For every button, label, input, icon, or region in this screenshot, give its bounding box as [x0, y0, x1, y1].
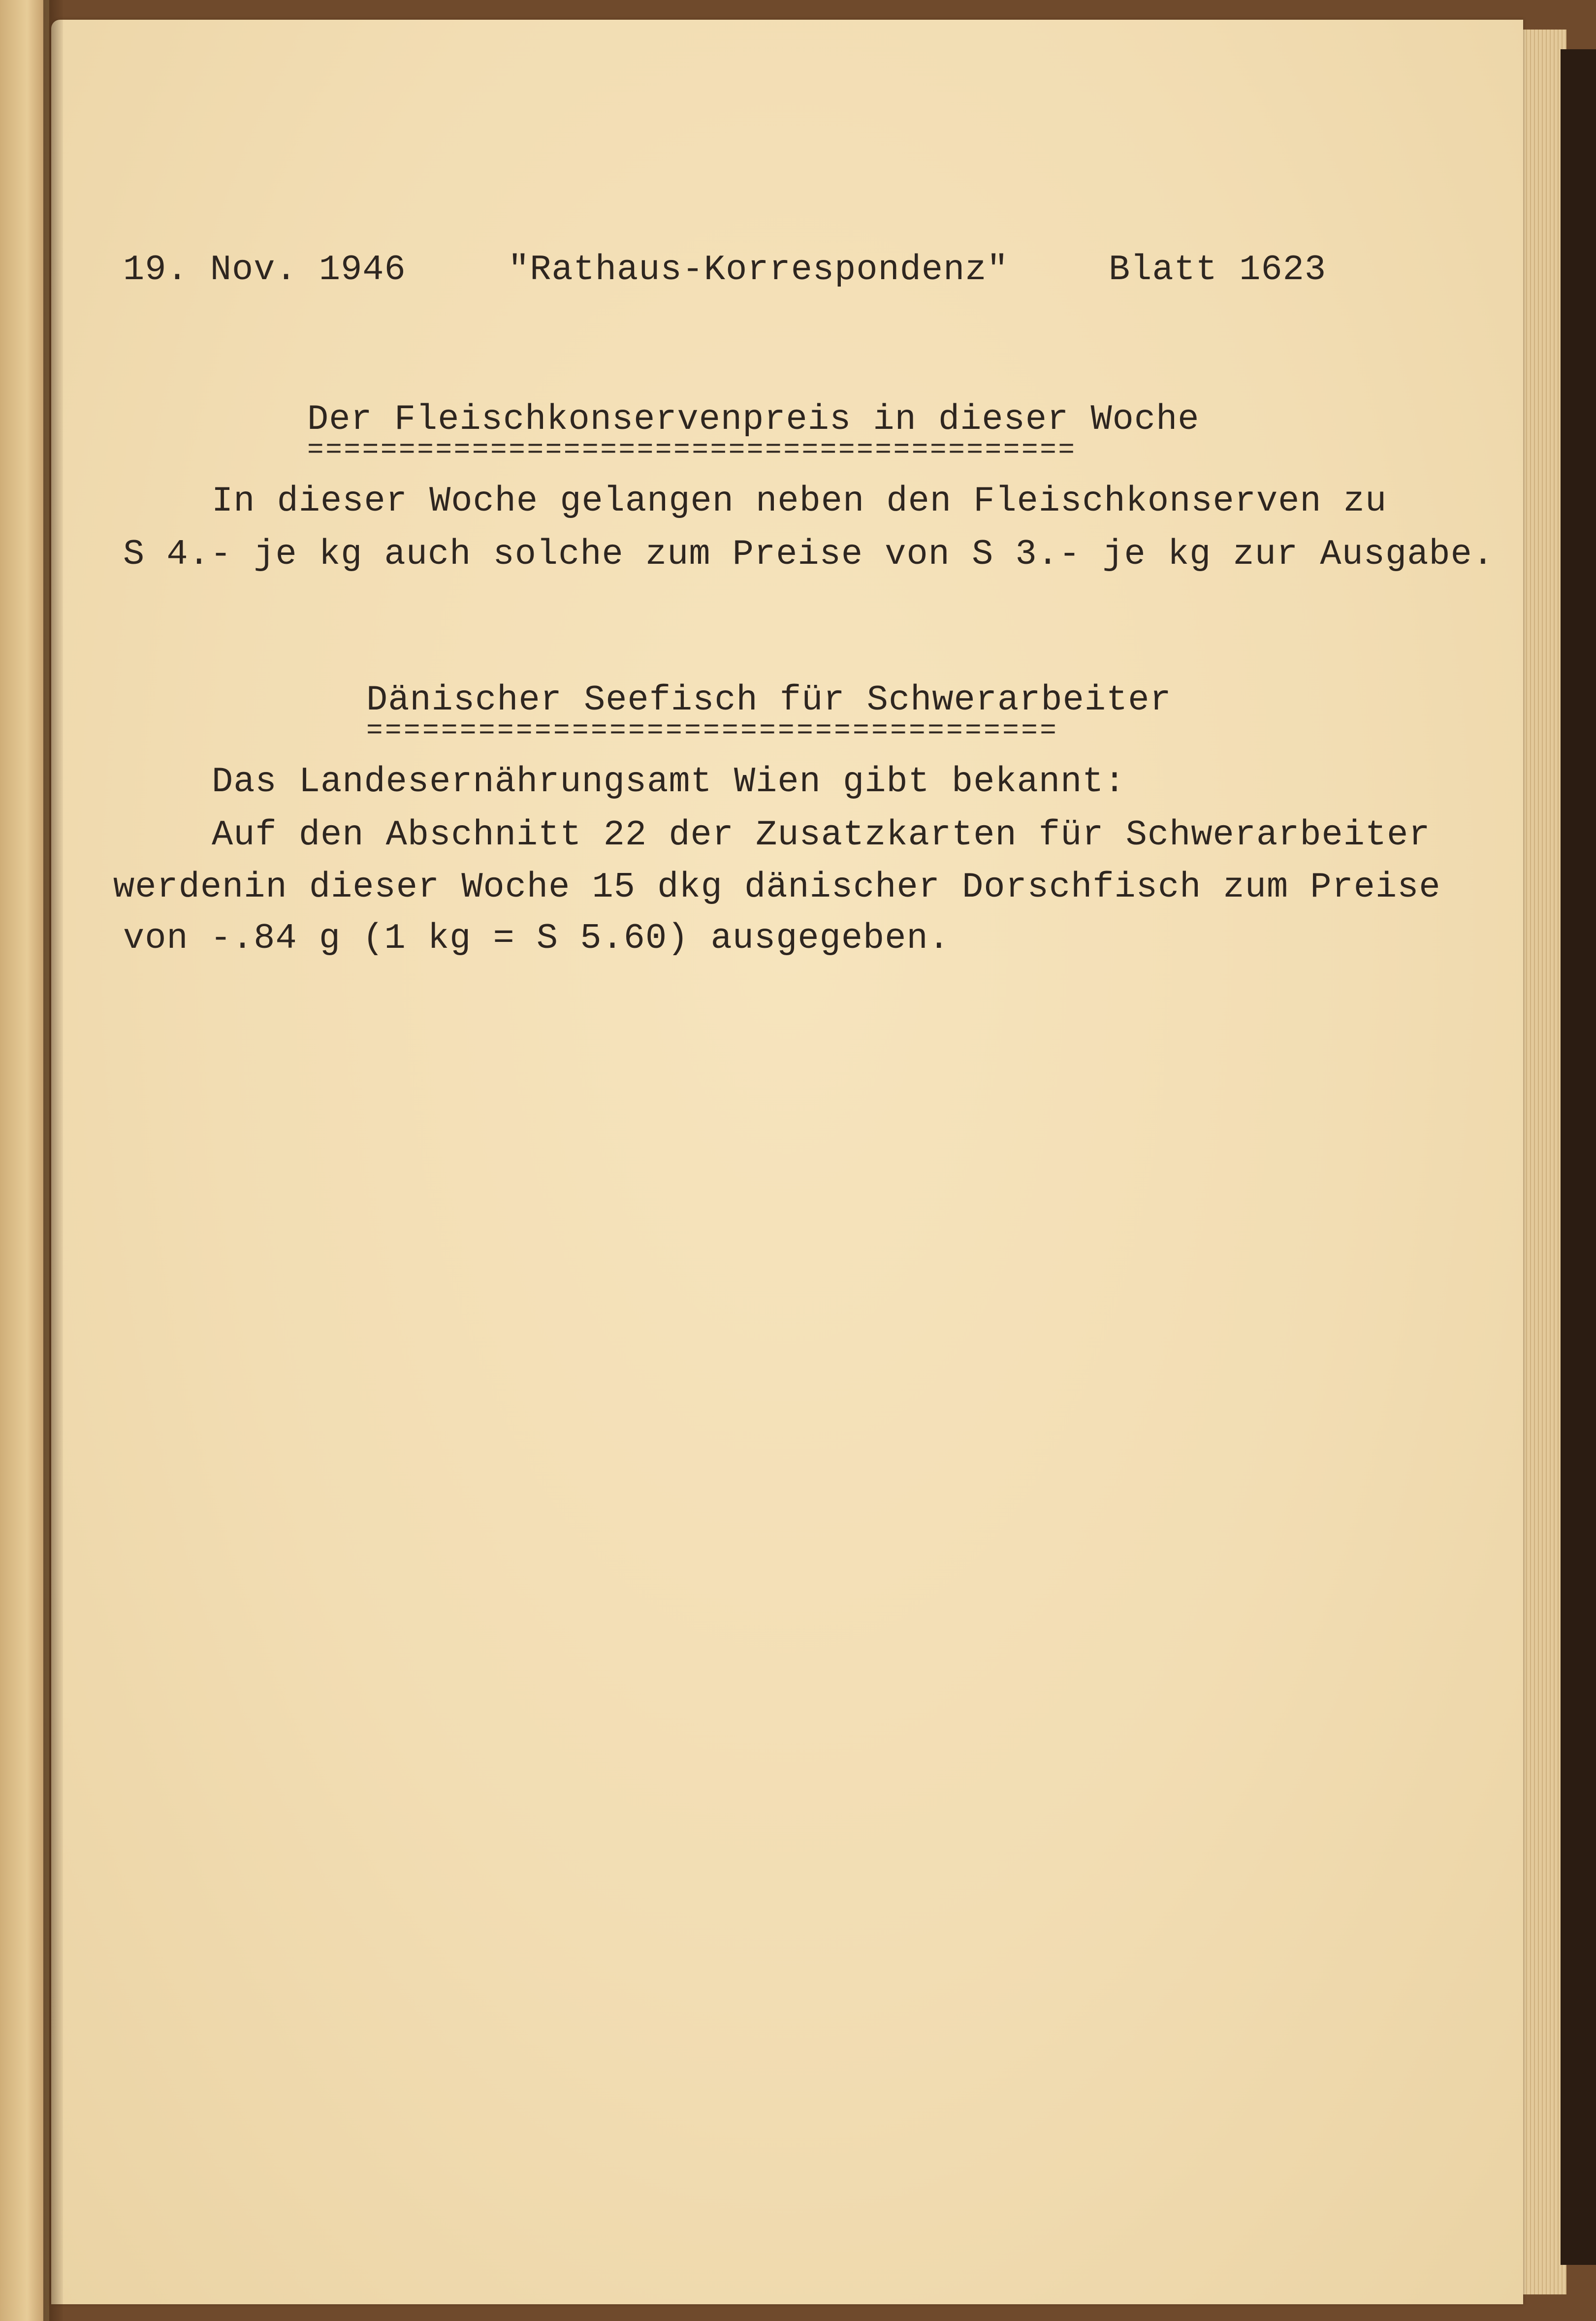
article-2-title: Dänischer Seefisch für Schwerarbeiter [366, 680, 1172, 720]
article-1-line-2: S 4.- je kg auch solche zum Preise von S 3.- je kg zur Ausgabe. [123, 534, 1495, 575]
binding-gutter-shadow [43, 0, 63, 2321]
article-1-title-underline: ========================================== [307, 434, 1077, 466]
document-page [51, 20, 1523, 2304]
header-publication: "Rathaus-Korrespondenz" [508, 250, 1009, 290]
header-sheet-number: Blatt 1623 [1109, 250, 1327, 290]
article-2-title-underline: ===================================== [366, 715, 1059, 746]
previous-page-edge [0, 0, 49, 2321]
article-1-title: Der Fleischkonservenpreis in dieser Woche [307, 399, 1200, 440]
header-date: 19. Nov. 1946 [123, 250, 406, 290]
article-2-line-3: werdenin dieser Woche 15 dkg dänischer Dorschfisch zum Preise [113, 867, 1441, 907]
article-1-line-1: In dieser Woche gelangen neben den Fleischkonserven zu [212, 481, 1387, 521]
article-2-line-2: Auf den Abschnitt 22 der Zusatzkarten für Schwerarbeiter [212, 815, 1431, 855]
book-cover-edge [1561, 49, 1596, 2265]
article-2-line-4: von -.84 g (1 kg = S 5.60) ausgegeben. [123, 918, 950, 959]
article-2-line-1: Das Landesernährungsamt Wien gibt bekannt: [212, 762, 1126, 802]
